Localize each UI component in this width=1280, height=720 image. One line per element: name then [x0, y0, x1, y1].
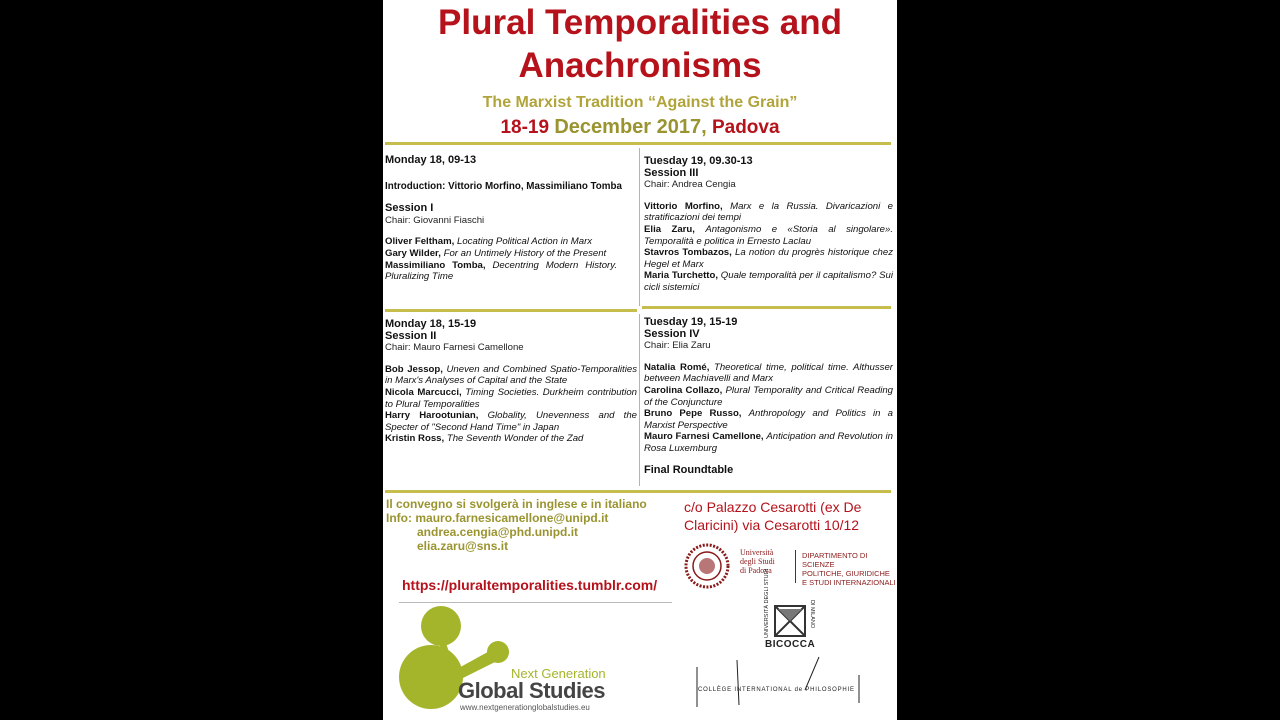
intro: Introduction: Vittorio Morfino, Massimiliano Tomba: [385, 180, 622, 192]
monday-afternoon: [385, 319, 637, 445]
talk-item: [385, 364, 637, 387]
bicocca-vertical-text: UNIVERSITÀ DEGLI STUDI: [764, 568, 770, 638]
talk-title: Theoretical time, political time. Althusser between Machiavelli and Marx: [644, 361, 893, 385]
session-chair: Chair: Elia Zaru: [644, 340, 711, 352]
ngs-global-studies: Global Studies: [458, 678, 606, 703]
session-title: Session IV: [644, 327, 700, 340]
website-underline: [399, 602, 672, 603]
talk-item: [385, 387, 637, 410]
bicocca-vertical-text-2: DI MILANO: [809, 600, 815, 629]
email-link[interactable]: andrea.cengia@phd.unipd.it: [417, 525, 579, 539]
cip-logo-lines: [683, 655, 883, 710]
talk-title: Uneven and Combined Spatio-Temporalities in Marx's Analyses of Capital and the State: [385, 363, 637, 387]
rule-top: [385, 142, 891, 145]
final-roundtable: Final Roundtable: [644, 463, 734, 476]
talk-title: The Seventh Wonder of the Zad: [446, 433, 584, 445]
speaker: Vittorio Morfino,: [644, 200, 723, 212]
venue: [684, 498, 894, 534]
session-chair: Chair: Mauro Farnesi Camellone: [385, 342, 524, 354]
talk-item: [385, 248, 637, 260]
talk-title: For an Untimely History of the Present: [443, 247, 607, 259]
ngs-url[interactable]: www.nextgenerationglobalstudies.eu: [460, 703, 590, 712]
talk-title: Locating Political Action in Marx: [456, 236, 593, 248]
rule-mid-right: [642, 306, 891, 309]
rule-mid-left: [385, 309, 637, 312]
day-heading: Tuesday 19, 09.30-13: [644, 155, 753, 167]
padova-line: degli Studi: [740, 557, 775, 566]
dept-line: DIPARTIMENTO DI SCIENZE: [802, 551, 868, 569]
bicocca-name: BICOCCA: [765, 639, 816, 650]
info-label: Info:: [386, 511, 412, 525]
date-line: [383, 116, 897, 139]
bicocca-logo-icon: [774, 605, 806, 637]
conference-poster: [383, 0, 897, 720]
session-chair: Chair: Giovanni Fiaschi: [385, 214, 485, 226]
talk-title: Timing Societies. Durkheim contribution to Plural Temporalities: [385, 386, 637, 410]
dept-line: POLITICHE, GIURIDICHE: [802, 569, 890, 578]
talk-title: Antagonismo e «Storia al singolare». Temporalità e politica in Ernesto Laclau: [644, 223, 894, 247]
speaker: Nicola Marcucci,: [385, 386, 462, 398]
divider-upper: [639, 148, 640, 306]
divider-lower: [639, 314, 640, 486]
session-title: Session I: [385, 202, 434, 215]
title-line-1: Plural Temporalities and: [438, 3, 842, 42]
talk-item: [644, 270, 893, 293]
speaker: Natalia Romé,: [644, 361, 710, 373]
subtitle: The Marxist Tradition “Against the Grain”: [482, 94, 798, 111]
email-link[interactable]: mauro.farnesicamellone@unipd.it: [415, 511, 609, 525]
info-block: [386, 497, 676, 553]
logo-divider: [795, 550, 796, 583]
speaker: Gary Wilder,: [385, 247, 441, 259]
talk-title: La notion du progrès historique chez Hegel et Marx: [644, 247, 893, 270]
monday-morning: [385, 155, 637, 283]
speaker: Stavros Tombazos,: [644, 247, 732, 259]
talk-item: [385, 433, 637, 445]
dept-line: E STUDI INTERNAZIONALI: [802, 578, 896, 587]
department-name: [802, 551, 897, 587]
talk-title: Plural Temporality and Critical Reading of the Conjuncture: [644, 384, 894, 408]
speaker: Elia Zaru,: [644, 223, 695, 235]
talk-item: [385, 236, 637, 248]
speaker: Kristin Ross,: [385, 433, 445, 445]
speaker: Maria Turchetto,: [644, 270, 719, 282]
padova-line: di Padova: [740, 566, 772, 575]
talk-item: [385, 260, 617, 283]
venue-line-1: c/o Palazzo Cesarotti (ex De: [684, 499, 862, 515]
speaker: Massimiliano Tomba,: [385, 259, 486, 271]
talk-title: Quale temporalità per il capitalismo? Sui cicli sistemici: [644, 270, 893, 293]
speaker: Oliver Feltham,: [385, 236, 455, 248]
day-heading: Monday 18, 15-19: [385, 318, 477, 330]
language-note: Il convegno si svolgerà in inglese e in italiano: [386, 497, 647, 511]
talk-item: [644, 224, 893, 247]
talk-title: Decentring Modern History. Pluralizing Time: [385, 259, 618, 283]
talk-item: [385, 410, 637, 433]
talk-title: Anticipation and Revolution in Rosa Luxemburg: [644, 431, 893, 454]
email-link[interactable]: elia.zaru@sns.it: [417, 539, 509, 553]
talk-title: Marx e la Russia. Divaricazioni e stratificazioni dei tempi: [644, 200, 893, 224]
talk-item: [644, 408, 893, 431]
talk-item: [644, 362, 893, 385]
speaker: Harry Harootunian,: [385, 410, 479, 422]
tuesday-afternoon: [644, 317, 893, 476]
talk-item: [644, 385, 893, 408]
title-line-2: Anachronisms: [518, 46, 762, 85]
talk-item: [644, 201, 893, 224]
rule-bottom: [385, 490, 891, 493]
talk-item: [644, 431, 893, 454]
ngs-next-generation: Next Generation: [511, 666, 606, 681]
talk-title: Globality, Unevenness and the Specter of "Second Hand Time" in Japan: [385, 410, 637, 433]
date-month-year: December 2017,: [554, 116, 707, 138]
padova-line: Università: [740, 548, 774, 557]
padova-seal-icon: [684, 543, 730, 589]
tuesday-morning: [644, 156, 893, 294]
ngs-connector-2: [455, 648, 499, 680]
talk-item: [644, 247, 893, 270]
website-link[interactable]: https://pluraltemporalities.tumblr.com/: [402, 577, 658, 593]
venue-line-2: Claricini) via Cesarotti 10/12: [684, 517, 860, 533]
session-title: Session III: [644, 166, 699, 179]
talk-title: Anthropology and Politics in a Marxist Perspective: [644, 408, 893, 431]
ngs-circle-main: [399, 645, 463, 709]
speaker: Bruno Pepe Russo,: [644, 408, 742, 420]
session-chair: Chair: Andrea Cengia: [644, 179, 736, 191]
day-heading: Tuesday 19, 15-19: [644, 316, 738, 328]
speaker: Carolina Collazo,: [644, 384, 723, 396]
cip-name: COLLÈGE INTERNATIONAL de PHILOSOPHIE: [698, 687, 855, 693]
speaker: Mauro Farnesi Camellone,: [644, 431, 764, 443]
session-title: Session II: [385, 329, 437, 342]
date-days: 18-19: [500, 117, 550, 138]
speaker: Bob Jessop,: [385, 363, 443, 375]
day-heading: Monday 18, 09-13: [385, 154, 477, 166]
date-city: Padova: [711, 117, 780, 138]
